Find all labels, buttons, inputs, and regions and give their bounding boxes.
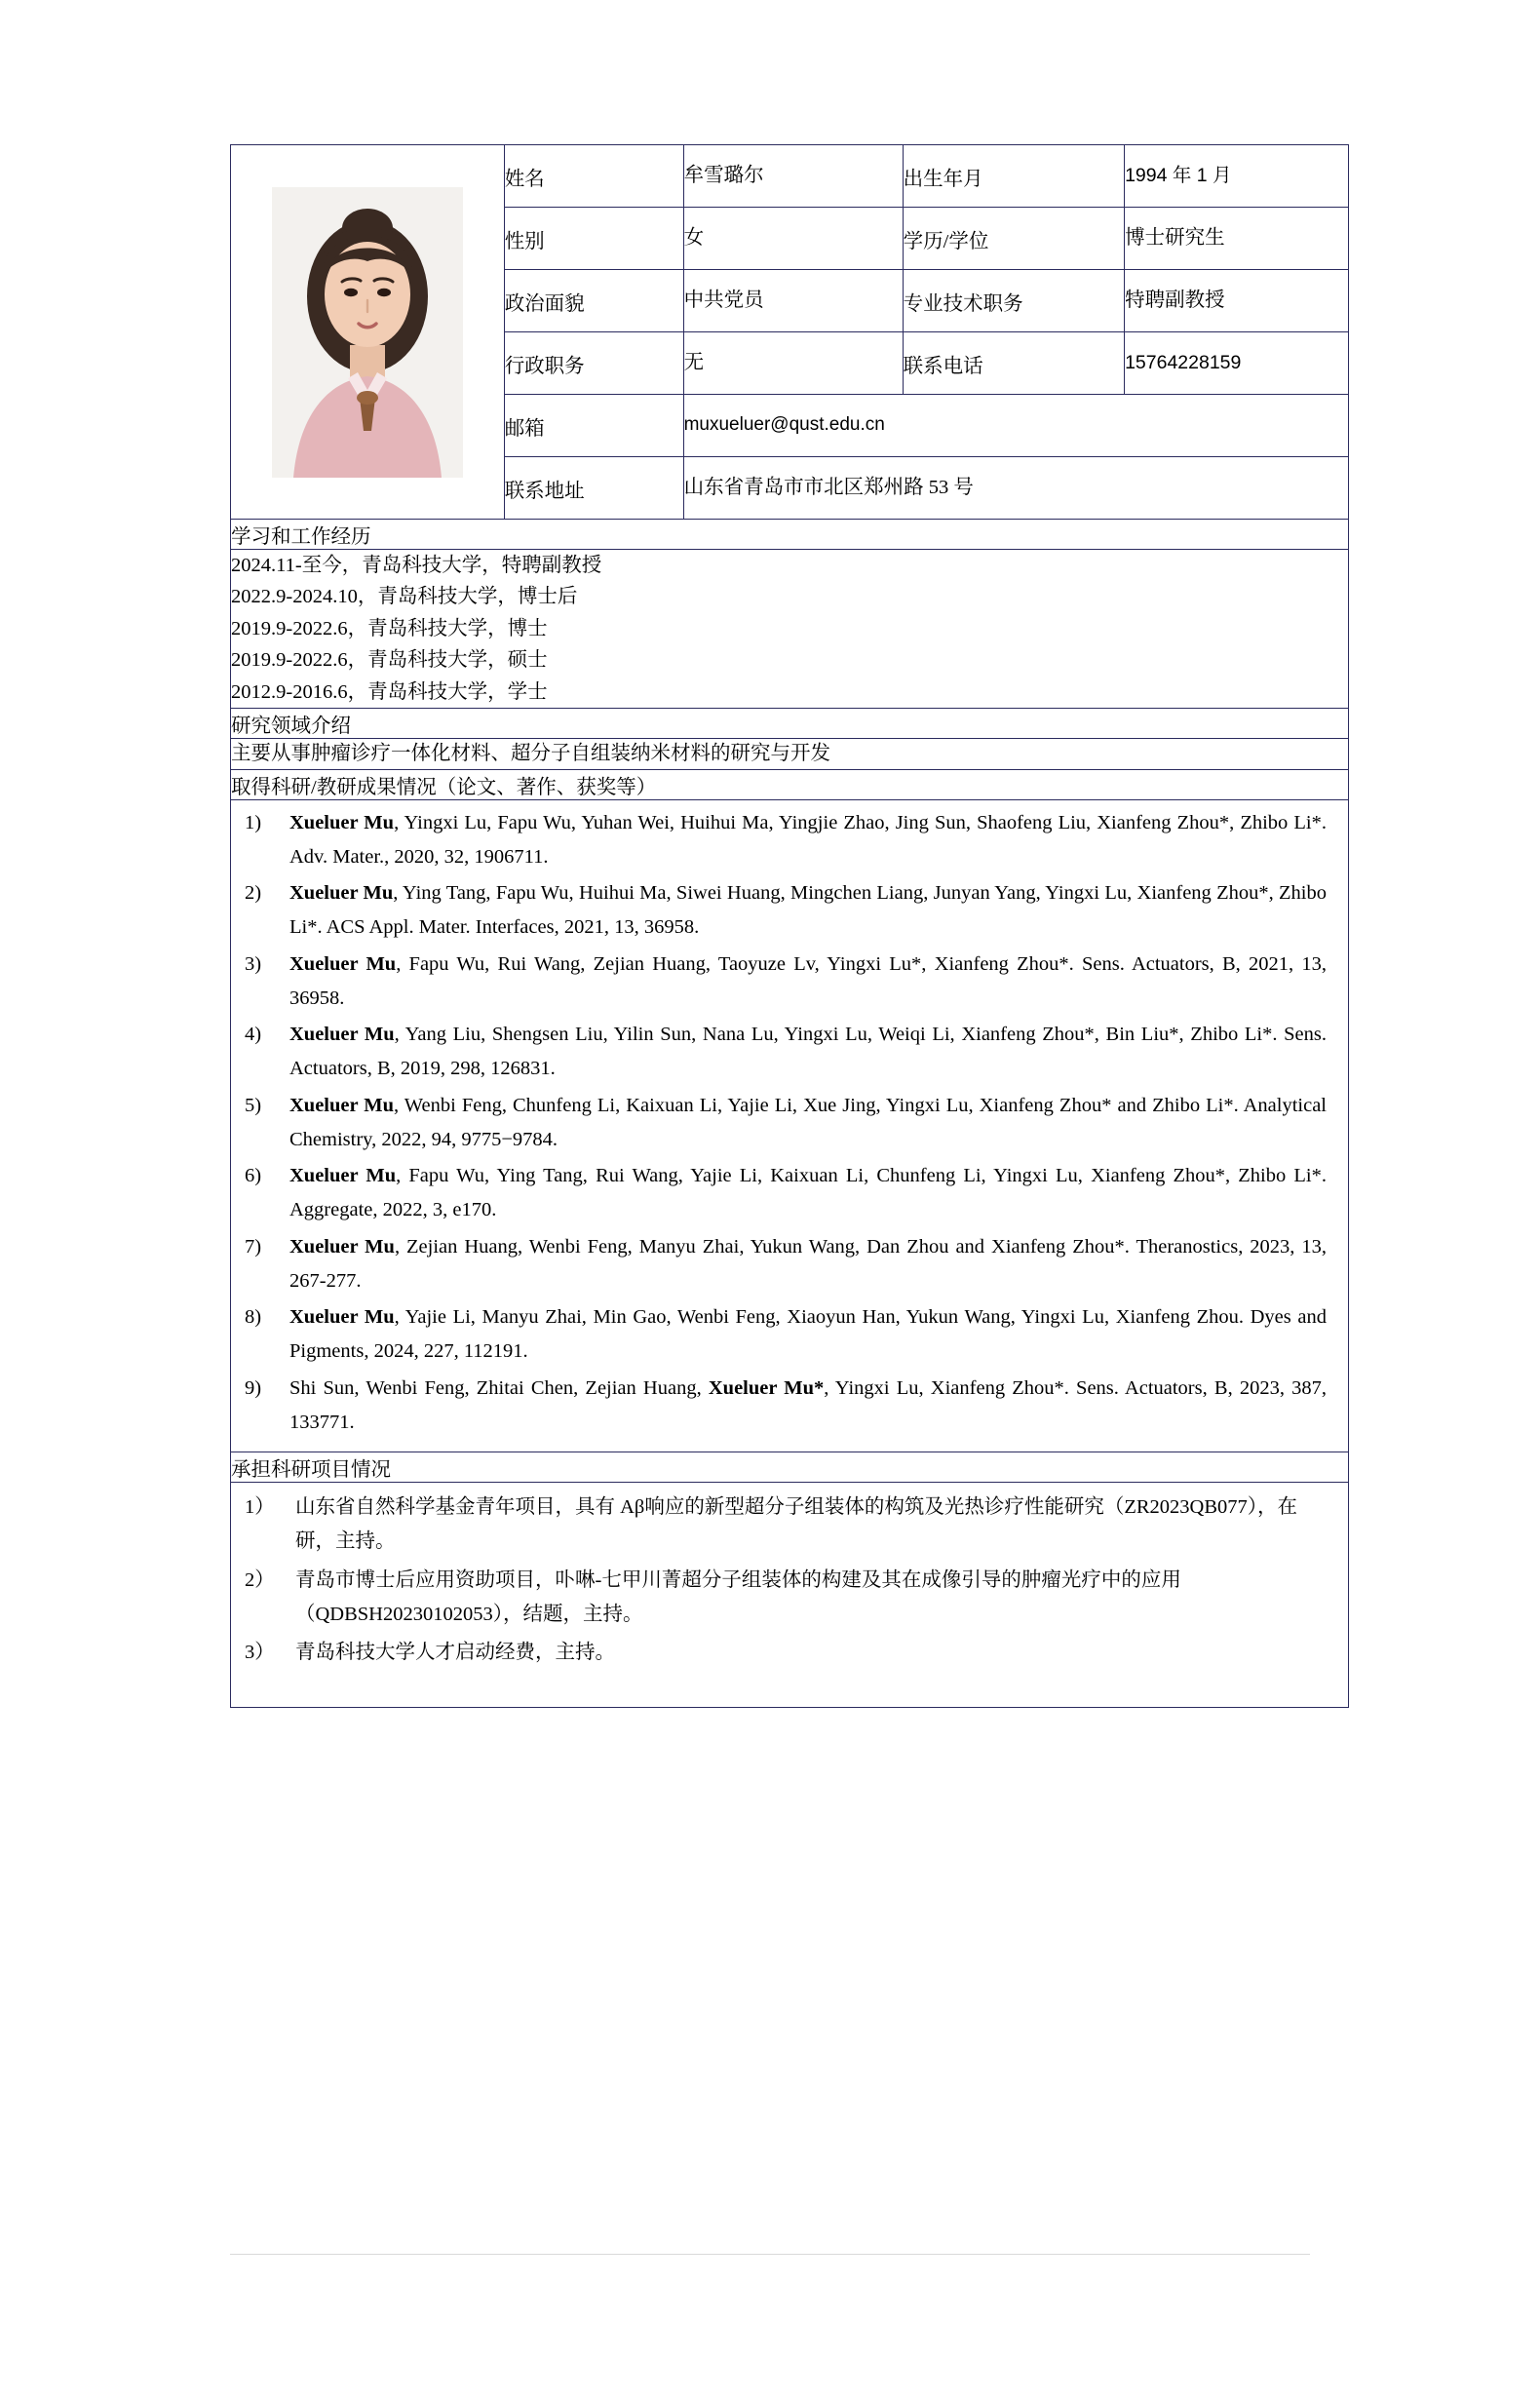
label-admin-title: 行政职务	[504, 332, 683, 395]
publication-rest: , Yingxi Lu, Xianfeng Zhou*. Sens. Actuators, B, 2023, 387, 133771.	[289, 1376, 1328, 1433]
research-body: 主要从事肿瘤诊疗一体化材料、超分子自组装纳米材料的研究与开发	[231, 738, 1349, 769]
publication-text	[289, 1372, 1327, 1441]
label-education: 学历/学位	[903, 208, 1124, 270]
experience-item: 2022.9-2024.10，青岛科技大学，博士后	[231, 586, 578, 608]
cv-table	[230, 144, 1349, 1708]
publication-rest: , Yajie Li, Manyu Zhai, Min Gao, Wenbi Feng, Xiaoyun Han, Yukun Wang, Yingxi Lu, Xianfeng Zhou. Dyes and Pigments, 2024, 227, 112191.	[289, 1306, 1327, 1363]
publication-number: 7)	[245, 1235, 262, 1258]
label-address: 联系地址	[504, 457, 683, 520]
label-technical-title: 专业技术职务	[903, 270, 1124, 332]
achievements-heading-row	[231, 769, 1349, 799]
value-address: 山东省青岛市市北区郑州路 53 号	[683, 457, 1348, 520]
publication-text	[289, 1300, 1327, 1370]
research-body-row	[231, 738, 1349, 769]
list-item	[245, 1089, 1327, 1158]
project-text: 青岛市博士后应用资助项目，卟啉-七甲川菁超分子组装体的构建及其在成像引导的肿瘤光疗中的应用（QDBSH20230102053），结题，主持。	[295, 1568, 1181, 1625]
value-education: 博士研究生	[1125, 208, 1349, 270]
publication-text	[289, 1230, 1327, 1299]
publication-list-cell	[231, 799, 1349, 1452]
publication-rest: , Ying Tang, Fapu Wu, Huihui Ma, Siwei Huang, Mingchen Liang, Junyan Yang, Yingxi Lu, Xianfeng Zhou*, Zhibo Li*. ACS Appl. Mater. Interfaces, 2021, 13, 36958.	[289, 882, 1328, 939]
label-political-status: 政治面貌	[504, 270, 683, 332]
value-birth: 1994 年 1 月	[1125, 145, 1349, 208]
project-text: 山东省自然科学基金青年项目，具有 Aβ响应的新型超分子组装体的构筑及光热诊疗性能研究（ZR2023QB077），在研，主持。	[295, 1496, 1298, 1553]
publication-pre: Shi Sun, Wenbi Feng, Zhitai Chen, Zejian Huang,	[289, 1376, 709, 1399]
experience-item: 2024.11-至今，青岛科技大学，特聘副教授	[231, 555, 602, 576]
author-highlight: Xueluer Mu	[289, 1306, 395, 1329]
list-item	[245, 806, 1327, 875]
value-email: muxueluer@qust.edu.cn	[683, 395, 1348, 457]
author-highlight: Xueluer Mu	[289, 1235, 395, 1258]
project-number: 1）	[245, 1496, 275, 1519]
project-text: 青岛科技大学人才启动经费，主持。	[295, 1642, 615, 1664]
list-item	[245, 1300, 1327, 1370]
publication-text	[289, 876, 1327, 946]
photo-cell	[231, 145, 505, 520]
value-name: 牟雪璐尔	[683, 145, 903, 208]
label-phone: 联系电话	[903, 332, 1124, 395]
publication-number: 3)	[245, 952, 262, 975]
value-technical-title: 特聘副教授	[1125, 270, 1349, 332]
value-political-status: 中共党员	[683, 270, 903, 332]
list-item	[245, 1230, 1327, 1299]
value-gender: 女	[683, 208, 903, 270]
author-highlight: Xueluer Mu	[289, 811, 395, 833]
research-heading-row	[231, 708, 1349, 738]
experience-body-row	[231, 550, 1349, 709]
research-heading: 研究领域介绍	[231, 708, 1349, 738]
publication-number: 8)	[245, 1306, 262, 1329]
publication-rest: , Fapu Wu, Ying Tang, Rui Wang, Yajie Li, Kaixuan Li, Chunfeng Li, Yingxi Lu, Xianfeng Zhou*, Zhibo Li*. Aggregate, 2022, 3, e170.	[289, 1165, 1327, 1221]
author-highlight: Xueluer Mu	[289, 1024, 395, 1046]
list-item	[245, 1018, 1327, 1087]
author-highlight: Xueluer Mu	[289, 1165, 397, 1187]
list-item	[245, 1490, 1327, 1560]
publication-number: 6)	[245, 1165, 262, 1187]
publication-text	[289, 1089, 1327, 1158]
project-list-cell	[231, 1483, 1349, 1708]
label-birth: 出生年月	[903, 145, 1124, 208]
publication-rest: , Yingxi Lu, Fapu Wu, Yuhan Wei, Huihui Ma, Yingjie Zhao, Jing Sun, Shaofeng Liu, Xianfeng Zhou*, Zhibo Li*. Adv. Mater., 2020, 32, 1906711.	[289, 811, 1327, 868]
publication-text	[289, 806, 1327, 875]
cv-document	[230, 144, 1349, 1708]
label-name: 姓名	[504, 145, 683, 208]
label-gender: 性别	[504, 208, 683, 270]
footer-divider	[230, 2254, 1310, 2255]
experience-heading-row	[231, 520, 1349, 550]
publication-number: 9)	[245, 1376, 262, 1399]
publication-number: 4)	[245, 1024, 262, 1046]
author-highlight: Xueluer Mu	[289, 952, 397, 975]
publication-text	[289, 948, 1327, 1017]
publication-rest: , Fapu Wu, Rui Wang, Zejian Huang, Taoyuze Lv, Yingxi Lu*, Xianfeng Zhou*. Sens. Actuators, B, 2021, 13, 36958.	[289, 952, 1327, 1009]
project-list	[231, 1483, 1348, 1689]
publication-text	[289, 1159, 1327, 1228]
list-item	[245, 1159, 1327, 1228]
author-highlight: Xueluer Mu*	[708, 1376, 825, 1399]
author-highlight: Xueluer Mu	[289, 1094, 395, 1116]
experience-heading: 学习和工作经历	[231, 520, 1349, 550]
publication-rest: , Yang Liu, Shengsen Liu, Yilin Sun, Nana Lu, Yingxi Lu, Weiqi Li, Xianfeng Zhou*, Bin Liu*, Zhibo Li*. Sens. Actuators, B, 2019, 298, 126831.	[289, 1024, 1328, 1080]
publication-text	[289, 1018, 1327, 1087]
list-item	[245, 1636, 1327, 1670]
experience-item: 2019.9-2022.6，青岛科技大学，博士	[231, 617, 548, 639]
list-item	[245, 1372, 1327, 1441]
projects-body-row	[231, 1483, 1349, 1708]
publication-rest: , Zejian Huang, Wenbi Feng, Manyu Zhai, Yukun Wang, Dan Zhou and Xianfeng Zhou*. Theranostics, 2023, 13, 267-277.	[289, 1235, 1327, 1292]
list-item	[245, 948, 1327, 1017]
value-phone: 15764228159	[1125, 332, 1349, 395]
publication-list	[231, 800, 1348, 1452]
publication-rest: , Wenbi Feng, Chunfeng Li, Kaixuan Li, Yajie Li, Xue Jing, Yingxi Lu, Xianfeng Zhou* and Zhibo Li*. Analytical Chemistry, 2022, 94, 9775−9784.	[289, 1094, 1327, 1150]
profile-row-name	[231, 145, 1349, 208]
value-admin-title: 无	[683, 332, 903, 395]
projects-heading-row	[231, 1452, 1349, 1483]
publication-number: 5)	[245, 1094, 262, 1116]
achievements-body-row	[231, 799, 1349, 1452]
experience-body	[231, 550, 1349, 709]
experience-item: 2012.9-2016.6，青岛科技大学，学士	[231, 680, 548, 703]
author-highlight: Xueluer Mu	[289, 882, 394, 905]
experience-item: 2019.9-2022.6，青岛科技大学，硕士	[231, 649, 548, 672]
list-item	[245, 876, 1327, 946]
achievements-heading: 取得科研/教研成果情况（论文、著作、获奖等）	[231, 769, 1349, 799]
project-number: 3）	[245, 1642, 275, 1664]
portrait-photo	[254, 172, 481, 493]
label-email: 邮箱	[504, 395, 683, 457]
list-item	[245, 1564, 1327, 1633]
project-number: 2）	[245, 1568, 275, 1591]
publication-number: 1)	[245, 811, 262, 833]
publication-number: 2)	[245, 882, 262, 905]
projects-heading: 承担科研项目情况	[231, 1452, 1349, 1483]
